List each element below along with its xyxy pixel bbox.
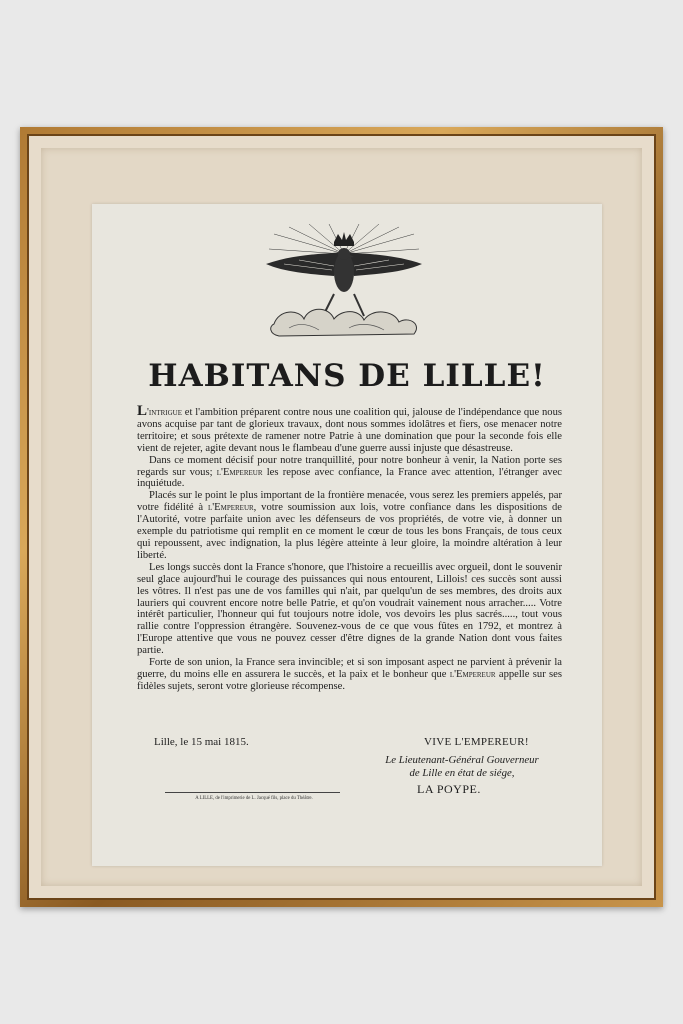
picture-frame — [20, 127, 663, 907]
paragraph: Forte de son union, la France sera invincible; et si son imposant aspect ne parvient à prévenir la guerre, du moins elle en assurera le succès, et la paix et le bonheur que l'Empereur appelle sur ses fidèles sujets, seront votre glorieuse récompense. — [137, 657, 562, 692]
proclamation-text — [137, 403, 562, 693]
paragraph: Dans ce moment décisif pour notre tranquillité, pour notre bonheur à venir, la Nation porte ses regards sur vous; l'Empereur les repose avec confiance, la France avec attention, l'étranger avec inquiétude. — [137, 454, 562, 490]
paragraph: Les longs succès dont la France s'honore, que l'histoire a recueillis avec orgueil, dont le souvenir seul glace aujourd'hui le courage des puissances qui nous entourent, Lillois! ces succès sont aussi les vôtres. Il n'est pas une de vos familles qui n'ait, par quelqu'un de ses membres, des droits aux lauriers qui couvrent encore notre belle Patrie, et qu'on voudrait vainement nous arracher..... Votre intérêt particulier, l'honneur qui fut toujours notre idole, vos devoirs les plus sacrés....., tout vous rallie contre l'oppression étrangère. Souvenez-vous de ce que vous fûtes en 1792, et montrez à l'Europe attentive que vous ne pouvez cesser d'être dignes de la grande Nation dont vous faites partie. — [137, 561, 562, 657]
poster-title: HABITANS DE LILLE! — [148, 358, 546, 394]
date-line: Lille, le 15 mai 1815. — [154, 736, 249, 748]
signature-title: Le Lieutenant-Général Gouverneur de Lille en état de siége, — [385, 754, 539, 779]
frame-border — [27, 134, 656, 900]
signer-name: LA POYPE. — [417, 782, 481, 796]
paragraph: L'intrigue et l'ambition préparent contre nous une coalition qui, jalouse de l'indépendance que nous avons acquise par tant de glorieux travaux, dont nous sommes idolâtres et fiers, ose menacer notre territoire; et sous prétexte de ramener notre Patrie à une domination que pour la seconde fois elle vient de rejeter, agite devant nous le flambeau d'une guerre aussi injuste que désastreuse. — [137, 403, 562, 454]
printer-credit: A LILLE, de l'imprimerie de L. Jacqué fils, place du Théâtre. — [195, 796, 313, 801]
paragraph: Placés sur le point le plus important de la frontière menacée, vous serez les premiers appelés, par votre fidélité à l'Empereur, votre soumission aux lois, votre confiance dans les dispositions de l'Autorité, votre parfaite union avec les défenseurs de vos propriétés, de votre vie, à donner un exemple du patriotisme qui remplit en ce moment le cœur de tous les bons Français, de tous ceux qui repoussent, avec indignation, la plus légère atteinte à leur gloire, la moindre altération à leur liberté. — [137, 490, 562, 561]
vive-line: VIVE L'EMPEREUR! — [424, 736, 529, 748]
imperial-eagle-icon — [264, 224, 424, 344]
printer-rule — [165, 792, 340, 793]
proclamation-poster — [92, 204, 602, 866]
dropcap: L — [137, 403, 148, 419]
